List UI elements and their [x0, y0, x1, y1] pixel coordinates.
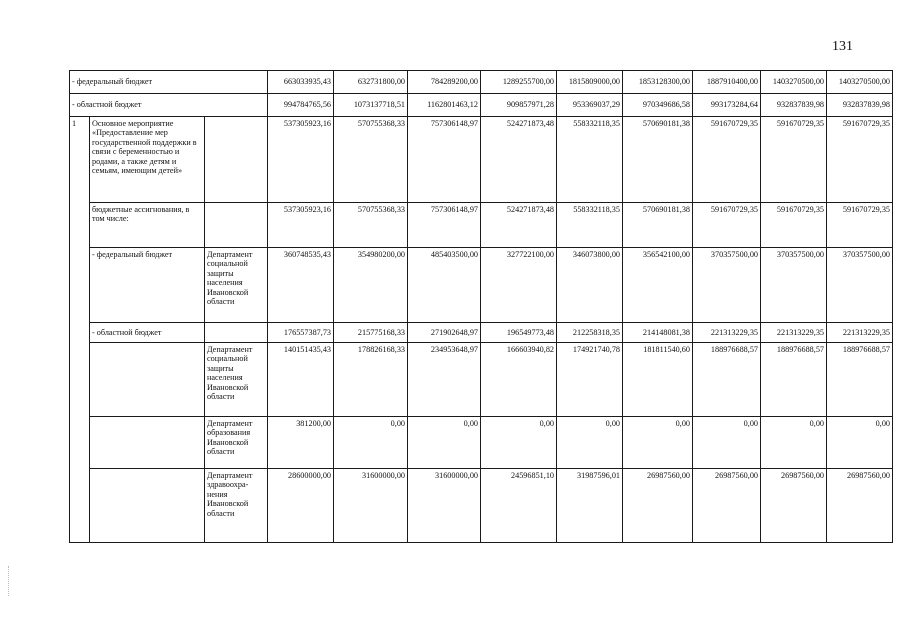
- value-cell: 570755368,33: [334, 117, 408, 203]
- value-cell: 221313229,35: [761, 323, 827, 343]
- value-cell: 757306148,97: [408, 117, 481, 203]
- value-cell: 221313229,35: [827, 323, 893, 343]
- value-cell: 31600000,00: [408, 469, 481, 543]
- value-cell: 994784765,56: [268, 94, 334, 117]
- value-cell: 188976688,57: [761, 343, 827, 417]
- value-cell: 558332118,35: [557, 203, 623, 248]
- value-cell: 632731800,00: [334, 71, 408, 94]
- table-row: [70, 469, 893, 543]
- value-cell: 166603940,82: [481, 343, 557, 417]
- value-cell: 591670729,35: [693, 203, 761, 248]
- value-cell: 370357500,00: [827, 248, 893, 323]
- value-cell: 537305923,16: [268, 203, 334, 248]
- value-cell: 26987560,00: [827, 469, 893, 543]
- scan-margin-mark: [8, 566, 10, 596]
- value-cell: 181811540,60: [623, 343, 693, 417]
- table-row: [70, 117, 893, 203]
- value-cell: 188976688,57: [693, 343, 761, 417]
- value-cell: 214148081,38: [623, 323, 693, 343]
- executor-cell: [205, 323, 268, 343]
- value-cell: 558332118,35: [557, 117, 623, 203]
- value-cell: 360748535,43: [268, 248, 334, 323]
- row-label: [90, 343, 205, 417]
- value-cell: 1887910400,00: [693, 71, 761, 94]
- value-cell: 784289200,00: [408, 71, 481, 94]
- value-cell: 524271873,48: [481, 117, 557, 203]
- value-cell: 909857971,28: [481, 94, 557, 117]
- value-cell: 1162801463,12: [408, 94, 481, 117]
- value-cell: 0,00: [693, 417, 761, 469]
- value-cell: 932837839,98: [827, 94, 893, 117]
- value-cell: 234953648,97: [408, 343, 481, 417]
- value-cell: 1289255700,00: [481, 71, 557, 94]
- table-row: [70, 248, 893, 323]
- row-label: [90, 469, 205, 543]
- value-cell: 1403270500,00: [761, 71, 827, 94]
- value-cell: 31600000,00: [334, 469, 408, 543]
- value-cell: 570690181,38: [623, 203, 693, 248]
- value-cell: 0,00: [481, 417, 557, 469]
- value-cell: 1073137718,51: [334, 94, 408, 117]
- row-number: 1: [70, 117, 90, 543]
- executor-cell: Департамент образования Ивановской области: [205, 417, 268, 469]
- value-cell: 0,00: [408, 417, 481, 469]
- executor-cell: Департамент социальной защиты населения Ивановской области: [205, 343, 268, 417]
- executor-cell: [205, 117, 268, 203]
- value-cell: 591670729,35: [827, 117, 893, 203]
- value-cell: 570755368,33: [334, 203, 408, 248]
- value-cell: 591670729,35: [761, 203, 827, 248]
- value-cell: 591670729,35: [827, 203, 893, 248]
- value-cell: 31987596,01: [557, 469, 623, 543]
- value-cell: 327722100,00: [481, 248, 557, 323]
- value-cell: 221313229,35: [693, 323, 761, 343]
- value-cell: 176557387,73: [268, 323, 334, 343]
- value-cell: 271902648,97: [408, 323, 481, 343]
- value-cell: 24596851,10: [481, 469, 557, 543]
- value-cell: 381200,00: [268, 417, 334, 469]
- value-cell: 178826168,33: [334, 343, 408, 417]
- value-cell: 354980200,00: [334, 248, 408, 323]
- value-cell: 591670729,35: [761, 117, 827, 203]
- value-cell: 0,00: [623, 417, 693, 469]
- value-cell: 356542100,00: [623, 248, 693, 323]
- table-row: [70, 94, 893, 117]
- value-cell: 0,00: [557, 417, 623, 469]
- value-cell: 663033935,43: [268, 71, 334, 94]
- value-cell: 591670729,35: [693, 117, 761, 203]
- row-label: - областной бюджет: [90, 323, 205, 343]
- row-label: Основное мероприятие «Предоставление мер государственной поддержки в связи с беременностью и родами, а также детям и семьям, имеющим детей»: [90, 117, 205, 203]
- value-cell: 26987560,00: [623, 469, 693, 543]
- value-cell: 0,00: [761, 417, 827, 469]
- value-cell: 0,00: [827, 417, 893, 469]
- page-number: 131: [832, 39, 853, 54]
- value-cell: 993173284,64: [693, 94, 761, 117]
- value-cell: 570690181,38: [623, 117, 693, 203]
- value-cell: 485403500,00: [408, 248, 481, 323]
- value-cell: 215775168,33: [334, 323, 408, 343]
- table-row: [70, 417, 893, 469]
- table-row: [70, 71, 893, 94]
- row-label: бюджетные ассигнования, в том числе:: [90, 203, 205, 248]
- executor-cell: Департамент здравоохра-нения Ивановской области: [205, 469, 268, 543]
- value-cell: 370357500,00: [761, 248, 827, 323]
- table-row: [70, 343, 893, 417]
- value-cell: 1815809000,00: [557, 71, 623, 94]
- table-row: [70, 203, 893, 248]
- value-cell: 188976688,57: [827, 343, 893, 417]
- value-cell: 140151435,43: [268, 343, 334, 417]
- value-cell: 346073800,00: [557, 248, 623, 323]
- row-label: - областной бюджет: [70, 94, 268, 117]
- value-cell: 537305923,16: [268, 117, 334, 203]
- row-label: - федеральный бюджет: [70, 71, 268, 94]
- value-cell: 212258318,35: [557, 323, 623, 343]
- executor-cell: Департамент социальной защиты населения Ивановской области: [205, 248, 268, 323]
- executor-cell: [205, 203, 268, 248]
- row-label: - федеральный бюджет: [90, 248, 205, 323]
- value-cell: 370357500,00: [693, 248, 761, 323]
- value-cell: 196549773,48: [481, 323, 557, 343]
- table-row: [70, 323, 893, 343]
- value-cell: 757306148,97: [408, 203, 481, 248]
- value-cell: 0,00: [334, 417, 408, 469]
- value-cell: 1403270500,00: [827, 71, 893, 94]
- value-cell: 174921740,78: [557, 343, 623, 417]
- value-cell: 970349686,58: [623, 94, 693, 117]
- value-cell: 26987560,00: [693, 469, 761, 543]
- value-cell: 28600000,00: [268, 469, 334, 543]
- value-cell: 1853128300,00: [623, 71, 693, 94]
- value-cell: 953369037,29: [557, 94, 623, 117]
- budget-table: [69, 70, 893, 543]
- value-cell: 26987560,00: [761, 469, 827, 543]
- value-cell: 932837839,98: [761, 94, 827, 117]
- value-cell: 524271873,48: [481, 203, 557, 248]
- row-label: [90, 417, 205, 469]
